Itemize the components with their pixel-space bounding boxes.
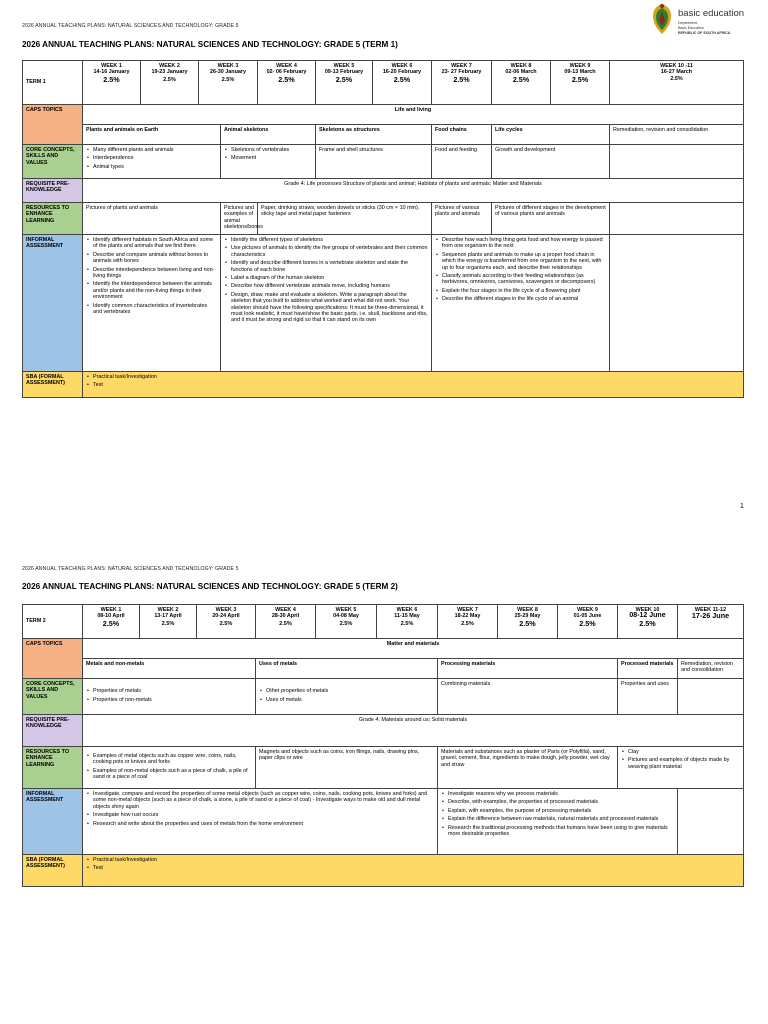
topic-cell: Animal skeletons [221, 125, 316, 145]
resource-cell: • Examples of metal objects such as copper wire, coins, nails, cooking pots or knives and forks • Examples of non-metal objects such as a piece of chalk, a pile of sand or a piece of coal [83, 747, 256, 789]
week-header: WEEK 1 14-16 January 2.5% [83, 61, 141, 105]
logo-line-1: Department: [678, 21, 698, 25]
sba-label: SBA (FORMAL ASSESSMENT) [23, 372, 83, 398]
resources-label: RESOURCES TO ENHANCE LEARNING [23, 747, 83, 789]
term-label: TERM 2 [23, 605, 83, 639]
core-concepts-label: CORE CONCEPTS, SKILLS AND VALUES [23, 679, 83, 715]
resource-cell: Pictures of different stages in the development of various plants and animals [492, 203, 610, 235]
resource-cell: Materials and substances such as plaster of Paris (or Polyfilla), sand, gravel, cement, flour, ingredients to make dough, jelly powder, wet clay and straw [438, 747, 618, 789]
resource-cell: Pictures of various plants and animals [432, 203, 492, 235]
sba-cell: • Practical task/Investigation • Test [83, 372, 744, 398]
week-header: WEEK 8 25-29 May 2.5% [498, 605, 558, 639]
running-header: 2026 ANNUAL TEACHING PLANS: NATURAL SCIENCES AND TECHNOLOGY: GRADE 5 [22, 566, 239, 572]
core-cell: Food and feeding [432, 145, 492, 179]
sba-cell: • Practical task/Investigation • Test [83, 855, 744, 887]
resources-label: RESOURCES TO ENHANCE LEARNING [23, 203, 83, 235]
week-header: WEEK 4 02- 06 February 2.5% [258, 61, 316, 105]
core-cell: Properties and uses [618, 679, 678, 715]
week-header: WEEK 7 18-22 May 2.5% [438, 605, 498, 639]
running-header: 2026 ANNUAL TEACHING PLANS: NATURAL SCIENCES AND TECHNOLOGY: GRADE 5 [22, 23, 239, 29]
week-header: WEEK 10 -11 16-27 March 2.5% [610, 61, 744, 105]
informal-cell: • Identify different habitats in South Africa and some of the plants and animals that we find there • Describe and compare animals without bones to animals with bones • Describe interdependence between living and non-living things • Identify the interdependence between the animals and/or plants and the non-living things in their environment • Identify common characteristics of invertebrates and vertebrates [83, 235, 221, 372]
topic-cell: Processed materials [618, 659, 678, 679]
sba-label: SBA (FORMAL ASSESSMENT) [23, 855, 83, 887]
week-header: WEEK 9 09-13 March 2.5% [551, 61, 610, 105]
core-cell [678, 679, 744, 715]
topic-cell: Skeletons as structures [316, 125, 432, 145]
topic-cell: Plants and animals on Earth [83, 125, 221, 145]
week-header: WEEK 4 28-30 April 2.5% [256, 605, 316, 639]
week-header: WEEK 5 04-08 May 2.5% [316, 605, 377, 639]
week-header: WEEK 1 08-10 April 2.5% [83, 605, 140, 639]
core-concepts-label: CORE CONCEPTS, SKILLS AND VALUES [23, 145, 83, 179]
informal-assessment-label: INFORMAL ASSESSMENT [23, 235, 83, 372]
strand-title: Matter and materials [83, 639, 744, 659]
resource-cell: Magnets and objects such as coins, iron filings, nails, drawing pins, paper clips or wire [256, 747, 438, 789]
week-header: WEEK 5 09-13 February 2.5% [316, 61, 373, 105]
week-header: WEEK 10 08-12 June 2.5% [618, 605, 678, 639]
week-header: WEEK 2 19-23 January 2.5% [141, 61, 199, 105]
week-header: WEEK 6 11-15 May 2.5% [377, 605, 438, 639]
page-title: 2026 ANNUAL TEACHING PLANS: NATURAL SCIENCES AND TECHNOLOGY: GRADE 5 (TERM 2) [22, 582, 398, 591]
week-header: WEEK 3 20-24 April 2.5% [197, 605, 256, 639]
logo-brand: basic education [678, 8, 745, 19]
week-header: WEEK 3 26-30 January 2.5% [199, 61, 258, 105]
core-cell: Frame and shell structures [316, 145, 432, 179]
week-header: WEEK 8 02-06 March 2.5% [492, 61, 551, 105]
term-label: TERM 1 [23, 61, 83, 105]
week-header: WEEK 7 23- 27 February 2.5% [432, 61, 492, 105]
core-cell: • Properties of metals • Properties of non-metals [83, 679, 256, 715]
topic-cell: Remediation, revision and consolidation [610, 125, 744, 145]
core-cell: Growth and development [492, 145, 610, 179]
core-cell: • Other properties of metals • Uses of metals [256, 679, 438, 715]
topic-cell: Uses of metals [256, 659, 438, 679]
prerequisite-cell: Grade 4: Materials around us; Solid materials [83, 715, 744, 747]
resource-cell: Pictures of plants and animals [83, 203, 221, 235]
term-2-plan-table [22, 604, 744, 887]
prerequisite-label: REQUISITE PRE-KNOWLEDGE [23, 179, 83, 203]
page-title: 2026 ANNUAL TEACHING PLANS: NATURAL SCIENCES AND TECHNOLOGY: GRADE 5 (TERM 1) [22, 40, 398, 49]
week-header: WEEK 9 01-05 June 2.5% [558, 605, 618, 639]
week-header: WEEK 11-12 17-26 June [678, 605, 744, 639]
informal-cell: • Investigate reasons why we process materials • Describe, with examples, the properties of processed materials • Explain, with examples, the purpose of processing materials • Explain the difference between raw materials, natural materials and processed materials • Research the traditional processing methods that humans have been using to give materials more desirable properties [438, 789, 678, 855]
week-header: WEEK 2 13-17 April 2.5% [140, 605, 197, 639]
week-header: WEEK 6 16-20 February 2.5% [373, 61, 432, 105]
core-cell: Combining materials [438, 679, 618, 715]
resource-cell: Pictures and examples of animal skeletons/bones [221, 203, 258, 235]
caps-topics-label: CAPS TOPICS [23, 105, 83, 145]
topic-cell: Remediation, revision and consolidation [678, 659, 744, 679]
prerequisite-label: REQUISITE PRE-KNOWLEDGE [23, 715, 83, 747]
topic-cell: Metals and non-metals [83, 659, 256, 679]
strand-title: Life and living [83, 105, 744, 125]
informal-cell: • Identify the different types of skeletons • Use pictures of animals to identify the five groups of vertebrates and their common characteristics • Identify and describe different bones in a vertebrate skeleton and state the functions of each bone • Label a diagram of the human skeleton • Describe how different vertebrate animals move, including humans • Design, draw, make and evaluate a skeleton. Write a paragraph about the skeleton that you built to address what worked and what did not work. Your skeleton should have the following specifications: It must be three-dimensional, it must look realistic, it must have/show the basic parts, i.e. skull, backbone and ribs, and it must be strong and rigid so that it can stand on its own [221, 235, 432, 372]
informal-assessment-label: INFORMAL ASSESSMENT [23, 789, 83, 855]
caps-topics-label: CAPS TOPICS [23, 639, 83, 679]
resource-cell: Paper, drinking straws, wooden dowels or sticks (30 cm × 10 mm), sticky tape and metal paper fasteners [258, 203, 432, 235]
resource-cell: • Clay • Pictures and examples of objects made by weaving plant material [618, 747, 744, 789]
informal-cell: • Describe how each living thing gets food and how energy is passed from one organism to the next • Sequence plants and animals to make up a proper food chain in which the energy is transferred from one organism to the next, with up to four organisms each, and describe their relationships • Classify animals according to their feeding relationships (as herbivores, omnivores, carnivores, scavengers or decomposers) • Explain the four stages in the life cycle of a flowering plant • Describe the different stages in the life cycle of an animal [432, 235, 610, 372]
topic-cell: Life cycles [492, 125, 610, 145]
logo-line-2: Basic Education [678, 26, 704, 30]
core-cell: • Skeletons of vertebrates • Movement [221, 145, 316, 179]
informal-cell: • Investigate, compare and record the properties of some metal objects (such as copper wire, coins, nails, cooking pots, knives and forks) and some non-metal objects (such as a piece of chalk, a stone, a pile of sand or a piece of coal) - Investigate ways to make old and dull metal objects shiny again • Investigate how rust occurs • Research and write about the properties and uses of metals from the home environment [83, 789, 438, 855]
prerequisite-cell: Grade 4: Life processes Structure of plants and animal; Habitats of plants and animals; Matter and Materials [83, 179, 744, 203]
informal-cell [678, 789, 744, 855]
page-number: 1 [740, 503, 744, 510]
core-cell: • Many different plants and animals • Interdependence • Animal types [83, 145, 221, 179]
topic-cell: Processing materials [438, 659, 618, 679]
topic-cell: Food chains [432, 125, 492, 145]
logo-line-3: REPUBLIC OF SOUTH AFRICA [678, 31, 731, 35]
